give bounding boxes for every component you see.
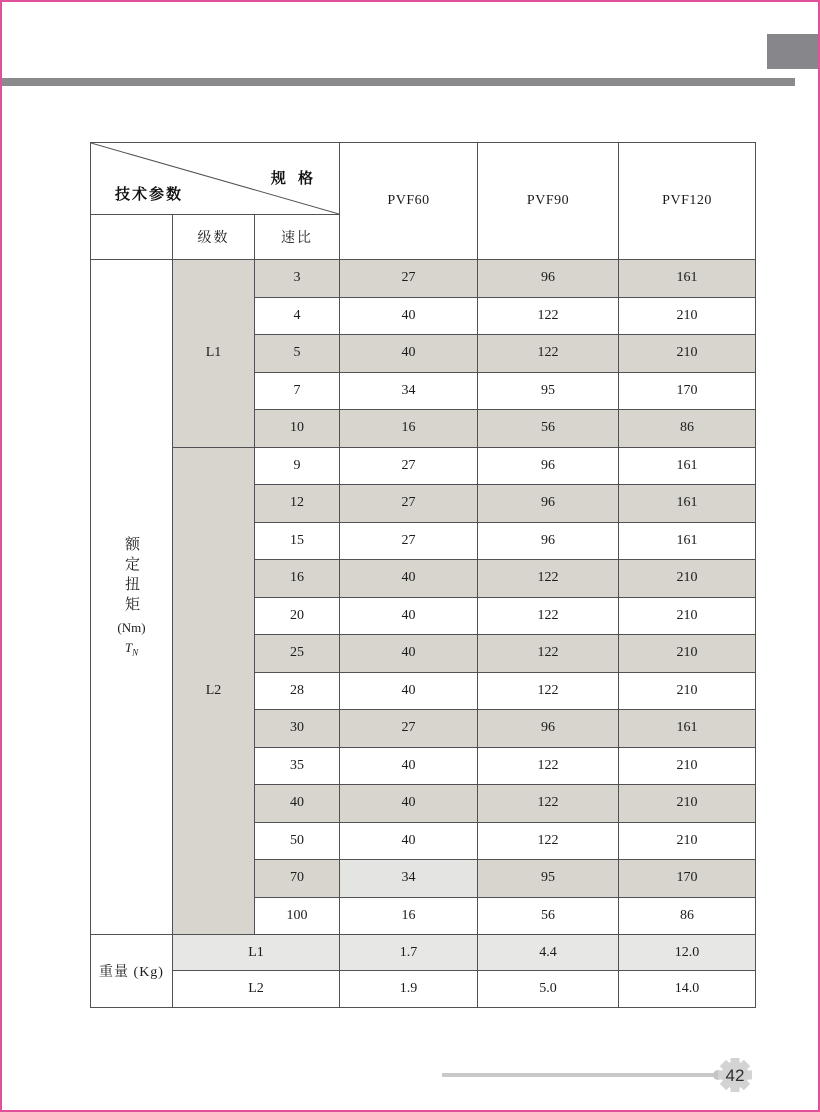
spec-table [90, 142, 756, 1008]
value-cell: 96 [478, 260, 619, 298]
ratio-cell: 10 [255, 410, 340, 448]
ratio-cell: 100 [255, 897, 340, 935]
value-cell: 27 [340, 522, 478, 560]
ratio-header: 速比 [255, 215, 340, 260]
header-rule [2, 78, 795, 86]
value-cell: 210 [619, 335, 756, 373]
ratio-cell: 15 [255, 522, 340, 560]
ratio-cell: 3 [255, 260, 340, 298]
value-cell: 122 [478, 560, 619, 598]
value-cell: 27 [340, 260, 478, 298]
weight-stage-cell: L2 [173, 971, 340, 1008]
header-corner-block [767, 34, 818, 69]
ratio-cell: 9 [255, 447, 340, 485]
value-cell: 122 [478, 747, 619, 785]
value-cell: 40 [340, 785, 478, 823]
weight-value-cell: 12.0 [619, 935, 756, 971]
weight-value-cell: 5.0 [478, 971, 619, 1008]
page-number: 42 [725, 1066, 745, 1085]
value-cell: 210 [619, 560, 756, 598]
stage-cell: L1 [173, 260, 255, 448]
stage-cell: L2 [173, 447, 255, 935]
value-cell: 96 [478, 485, 619, 523]
weight-value-cell: 1.7 [340, 935, 478, 971]
diagonal-header-cell [91, 143, 340, 215]
value-cell: 27 [340, 447, 478, 485]
value-cell: 40 [340, 635, 478, 673]
ratio-cell: 70 [255, 860, 340, 898]
value-cell: 210 [619, 785, 756, 823]
value-cell: 86 [619, 897, 756, 935]
spec-label: 规 格 [270, 170, 318, 187]
value-cell: 161 [619, 447, 756, 485]
value-cell: 95 [478, 372, 619, 410]
value-cell: 40 [340, 822, 478, 860]
ratio-cell: 16 [255, 560, 340, 598]
value-cell: 40 [340, 597, 478, 635]
ratio-cell: 7 [255, 372, 340, 410]
value-cell: 40 [340, 297, 478, 335]
value-cell: 161 [619, 710, 756, 748]
value-cell: 170 [619, 372, 756, 410]
value-cell: 34 [340, 372, 478, 410]
table-row [91, 447, 756, 485]
weight-value-cell: 4.4 [478, 935, 619, 971]
value-cell: 56 [478, 410, 619, 448]
ratio-cell: 25 [255, 635, 340, 673]
col-header-pvf60: PVF60 [340, 143, 478, 260]
value-cell: 210 [619, 635, 756, 673]
ratio-cell: 35 [255, 747, 340, 785]
value-cell: 210 [619, 597, 756, 635]
torque-label-vertical: 额定扭矩 [123, 536, 139, 617]
ratio-cell: 50 [255, 822, 340, 860]
ratio-cell: 5 [255, 335, 340, 373]
value-cell: 210 [619, 672, 756, 710]
ratio-cell: 20 [255, 597, 340, 635]
value-cell: 122 [478, 297, 619, 335]
col-header-pvf90: PVF90 [478, 143, 619, 260]
page-number-gear [718, 1058, 752, 1092]
ratio-cell: 30 [255, 710, 340, 748]
value-cell: 86 [619, 410, 756, 448]
value-cell: 210 [619, 822, 756, 860]
ratio-cell: 4 [255, 297, 340, 335]
value-cell: 122 [478, 635, 619, 673]
weight-row [91, 935, 756, 971]
value-cell: 96 [478, 522, 619, 560]
value-cell: 122 [478, 672, 619, 710]
value-cell: 170 [619, 860, 756, 898]
value-cell: 56 [478, 897, 619, 935]
value-cell: 96 [478, 447, 619, 485]
value-cell: 96 [478, 710, 619, 748]
torque-symbol: $T_N$ [124, 640, 139, 658]
ratio-cell: 40 [255, 785, 340, 823]
value-cell: 40 [340, 747, 478, 785]
weight-value-cell: 14.0 [619, 971, 756, 1008]
value-cell: 210 [619, 747, 756, 785]
weight-value-cell: 1.9 [340, 971, 478, 1008]
value-cell: 16 [340, 897, 478, 935]
weight-label-cell: 重量 (Kg) [91, 935, 173, 1008]
value-cell: 122 [478, 335, 619, 373]
stage-header: 级数 [173, 215, 255, 260]
col-header-pvf120: PVF120 [619, 143, 756, 260]
value-cell: 40 [340, 672, 478, 710]
torque-label-cell [91, 260, 173, 935]
value-cell: 34 [340, 860, 478, 898]
ratio-cell: 28 [255, 672, 340, 710]
value-cell: 210 [619, 297, 756, 335]
value-cell: 161 [619, 522, 756, 560]
value-cell: 122 [478, 597, 619, 635]
value-cell: 27 [340, 710, 478, 748]
value-cell: 161 [619, 260, 756, 298]
value-cell: 27 [340, 485, 478, 523]
blank-header-cell [91, 215, 173, 260]
tech-params-label: 技术参数 [115, 186, 184, 203]
value-cell: 161 [619, 485, 756, 523]
weight-row [91, 971, 756, 1008]
table-row [91, 260, 756, 298]
value-cell: 40 [340, 560, 478, 598]
footer-decoration [437, 1054, 767, 1098]
weight-stage-cell: L1 [173, 935, 340, 971]
ratio-cell: 12 [255, 485, 340, 523]
value-cell: 40 [340, 335, 478, 373]
value-cell: 122 [478, 785, 619, 823]
value-cell: 122 [478, 822, 619, 860]
torque-unit: (Nm) [117, 620, 146, 636]
value-cell: 95 [478, 860, 619, 898]
value-cell: 16 [340, 410, 478, 448]
